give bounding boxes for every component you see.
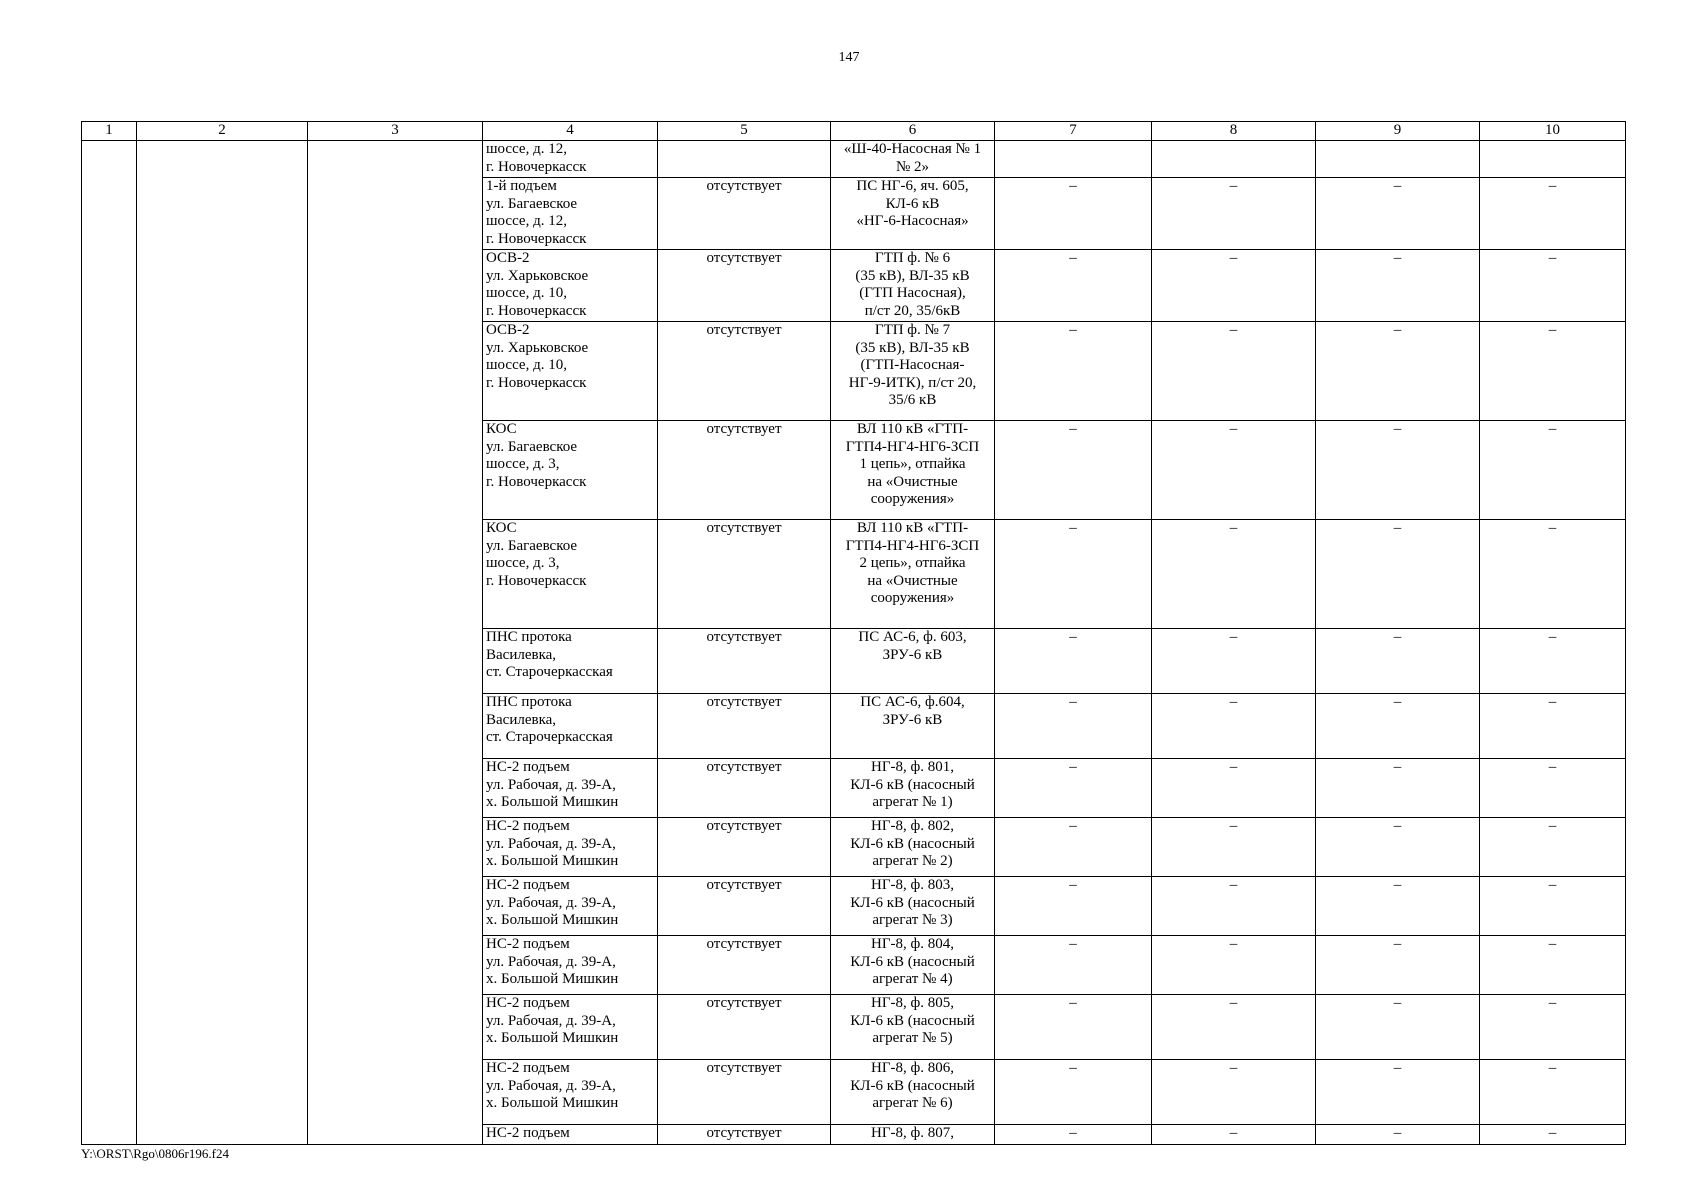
address-line: Василевка, bbox=[486, 646, 557, 663]
cell-c10: – bbox=[1480, 250, 1626, 322]
power-source-line: КЛ-6 кВ (насосный bbox=[850, 1077, 975, 1094]
cell-col-3 bbox=[308, 877, 483, 936]
cell-c9: – bbox=[1316, 818, 1480, 877]
power-source-line: НГ-8, ф. 802, bbox=[871, 818, 954, 834]
power-source-line: КЛ-6 кВ (насосный bbox=[850, 1012, 975, 1029]
power-source-line: ЗРУ-6 кВ bbox=[882, 711, 943, 728]
cell-c10: – bbox=[1480, 1060, 1626, 1125]
cell-power-source bbox=[831, 629, 995, 694]
address-line: ОСВ-2 bbox=[486, 322, 530, 338]
cell-col-3 bbox=[308, 178, 483, 250]
table-row bbox=[82, 421, 1626, 520]
cell-status: отсутствует bbox=[658, 629, 831, 694]
power-source-line: НГ-8, ф. 805, bbox=[871, 995, 954, 1011]
cell-status: отсутствует bbox=[658, 322, 831, 421]
cell-c8: – bbox=[1152, 322, 1316, 421]
power-source-line: КЛ-6 кВ bbox=[885, 195, 940, 212]
cell-c10: – bbox=[1480, 421, 1626, 520]
cell-col-1 bbox=[82, 694, 137, 759]
cell-c8: – bbox=[1152, 250, 1316, 322]
power-source-line: ВЛ 110 кВ «ГТП- bbox=[856, 421, 969, 437]
column-header-1: 1 bbox=[82, 122, 137, 141]
table-row bbox=[82, 1125, 1626, 1145]
cell-object-address bbox=[483, 322, 658, 421]
cell-c9: – bbox=[1316, 759, 1480, 818]
cell-status: отсутствует bbox=[658, 759, 831, 818]
power-source-line: НГ-8, ф. 806, bbox=[871, 1060, 954, 1076]
cell-c7: – bbox=[995, 250, 1152, 322]
cell-c7: – bbox=[995, 1060, 1152, 1125]
address-line: НС-2 подъем bbox=[486, 995, 570, 1011]
power-source-line: агрегат № 4) bbox=[872, 971, 953, 988]
cell-power-source bbox=[831, 141, 995, 178]
cell-col-2 bbox=[137, 1060, 308, 1125]
cell-status: отсутствует bbox=[658, 1125, 831, 1145]
power-source-line: ПС АС-6, ф. 603, bbox=[858, 629, 967, 645]
cell-object-address bbox=[483, 1125, 658, 1145]
table-body bbox=[82, 141, 1626, 1145]
cell-col-1 bbox=[82, 1060, 137, 1125]
power-source-line: НГ-9-ИТК), п/ст 20, bbox=[848, 374, 977, 391]
cell-status: отсутствует bbox=[658, 818, 831, 877]
cell-c9: – bbox=[1316, 694, 1480, 759]
cell-c10: – bbox=[1480, 178, 1626, 250]
address-line: г. Новочеркасск bbox=[486, 158, 587, 175]
power-source-line: п/ст 20, 35/6кВ bbox=[864, 302, 961, 319]
cell-col-2 bbox=[137, 877, 308, 936]
cell-col-3 bbox=[308, 629, 483, 694]
cell-col-1 bbox=[82, 759, 137, 818]
address-line: шоссе, д. 10, bbox=[486, 285, 567, 302]
cell-power-source bbox=[831, 818, 995, 877]
cell-c7: – bbox=[995, 995, 1152, 1060]
power-source-line: КЛ-6 кВ (насосный bbox=[850, 776, 975, 793]
cell-object-address bbox=[483, 694, 658, 759]
power-source-line: ГТП ф. № 7 bbox=[874, 322, 951, 338]
cell-col-2 bbox=[137, 141, 308, 178]
cell-power-source bbox=[831, 520, 995, 629]
cell-c9: – bbox=[1316, 995, 1480, 1060]
address-line: ул. Рабочая, д. 39-А, bbox=[486, 776, 616, 793]
power-source-line: агрегат № 1) bbox=[872, 794, 953, 811]
cell-status: отсутствует bbox=[658, 520, 831, 629]
cell-c8: – bbox=[1152, 1060, 1316, 1125]
cell-object-address bbox=[483, 995, 658, 1060]
cell-status: отсутствует bbox=[658, 178, 831, 250]
cell-c10: – bbox=[1480, 629, 1626, 694]
address-line: ст. Старочеркасская bbox=[486, 729, 613, 746]
cell-col-2 bbox=[137, 178, 308, 250]
column-header-8: 8 bbox=[1152, 122, 1316, 141]
power-source-line: ВЛ 110 кВ «ГТП- bbox=[856, 520, 969, 536]
cell-col-1 bbox=[82, 995, 137, 1060]
cell-c10: – bbox=[1480, 759, 1626, 818]
cell-power-source bbox=[831, 1125, 995, 1145]
table-row bbox=[82, 178, 1626, 250]
cell-power-source bbox=[831, 995, 995, 1060]
cell-col-2 bbox=[137, 759, 308, 818]
cell-col-2 bbox=[137, 250, 308, 322]
address-line: КОС bbox=[486, 520, 517, 536]
cell-col-3 bbox=[308, 818, 483, 877]
footer-file-path: Y:\ORST\Rgo\0806r196.f24 bbox=[81, 1146, 229, 1161]
cell-c8: – bbox=[1152, 694, 1316, 759]
cell-power-source bbox=[831, 936, 995, 995]
cell-c7: – bbox=[995, 520, 1152, 629]
address-line: НС-2 подъем bbox=[486, 818, 570, 834]
power-source-line: (35 кВ), ВЛ-35 кВ bbox=[855, 339, 970, 356]
cell-c8: – bbox=[1152, 759, 1316, 818]
cell-c7: – bbox=[995, 1125, 1152, 1145]
address-line: х. Большой Мишкин bbox=[486, 1095, 619, 1112]
cell-c8: – bbox=[1152, 1125, 1316, 1145]
cell-c8: – bbox=[1152, 629, 1316, 694]
cell-c9: – bbox=[1316, 629, 1480, 694]
address-line: ул. Багаевское bbox=[486, 537, 578, 554]
address-line: ул. Рабочая, д. 39-А, bbox=[486, 953, 616, 970]
cell-col-1 bbox=[82, 322, 137, 421]
cell-power-source bbox=[831, 178, 995, 250]
table-row bbox=[82, 877, 1626, 936]
cell-object-address bbox=[483, 250, 658, 322]
cell-object-address bbox=[483, 1060, 658, 1125]
cell-c7: – bbox=[995, 629, 1152, 694]
cell-object-address bbox=[483, 421, 658, 520]
cell-status: отсутствует bbox=[658, 936, 831, 995]
cell-col-2 bbox=[137, 995, 308, 1060]
address-line: г. Новочеркасск bbox=[486, 302, 587, 319]
column-header-2: 2 bbox=[137, 122, 308, 141]
cell-object-address bbox=[483, 936, 658, 995]
address-line: ОСВ-2 bbox=[486, 250, 530, 266]
table-row bbox=[82, 322, 1626, 421]
cell-power-source bbox=[831, 1060, 995, 1125]
power-source-line: ЗРУ-6 кВ bbox=[882, 646, 943, 663]
cell-col-1 bbox=[82, 141, 137, 178]
cell-status bbox=[658, 141, 831, 178]
cell-col-3 bbox=[308, 250, 483, 322]
cell-c9: – bbox=[1316, 178, 1480, 250]
address-line: ул. Рабочая, д. 39-А, bbox=[486, 1012, 616, 1029]
cell-col-1 bbox=[82, 629, 137, 694]
cell-power-source bbox=[831, 421, 995, 520]
column-header-7: 7 bbox=[995, 122, 1152, 141]
cell-c10: – bbox=[1480, 694, 1626, 759]
cell-c9: – bbox=[1316, 936, 1480, 995]
cell-power-source bbox=[831, 877, 995, 936]
table-row bbox=[82, 141, 1626, 178]
cell-c8: – bbox=[1152, 936, 1316, 995]
power-source-line: 2 цепь», отпайка bbox=[859, 555, 966, 572]
cell-object-address bbox=[483, 877, 658, 936]
table-row bbox=[82, 936, 1626, 995]
power-source-line: агрегат № 3) bbox=[872, 912, 953, 929]
cell-c7: – bbox=[995, 818, 1152, 877]
address-line: шоссе, д. 12, bbox=[486, 213, 567, 230]
table-row bbox=[82, 995, 1626, 1060]
cell-status: отсутствует bbox=[658, 250, 831, 322]
power-source-line: НГ-8, ф. 803, bbox=[871, 877, 954, 893]
cell-c7: – bbox=[995, 322, 1152, 421]
power-source-line: КЛ-6 кВ (насосный bbox=[850, 953, 975, 970]
address-line: х. Большой Мишкин bbox=[486, 853, 619, 870]
address-line: шоссе, д. 12, bbox=[486, 141, 567, 157]
table-row bbox=[82, 818, 1626, 877]
cell-c10: – bbox=[1480, 1125, 1626, 1145]
power-source-line: агрегат № 6) bbox=[872, 1095, 953, 1112]
cell-c7 bbox=[995, 141, 1152, 178]
cell-c10 bbox=[1480, 141, 1626, 178]
cell-col-2 bbox=[137, 694, 308, 759]
address-line: г. Новочеркасск bbox=[486, 374, 587, 391]
power-source-line: на «Очистные bbox=[867, 572, 958, 589]
cell-power-source bbox=[831, 694, 995, 759]
cell-status: отсутствует bbox=[658, 995, 831, 1060]
power-source-line: ГТП ф. № 6 bbox=[874, 250, 951, 266]
address-line: КОС bbox=[486, 421, 517, 437]
cell-c7: – bbox=[995, 178, 1152, 250]
cell-c10: – bbox=[1480, 322, 1626, 421]
cell-c8: – bbox=[1152, 995, 1316, 1060]
cell-col-3 bbox=[308, 1125, 483, 1145]
cell-c8 bbox=[1152, 141, 1316, 178]
cell-c9: – bbox=[1316, 322, 1480, 421]
cell-col-1 bbox=[82, 520, 137, 629]
address-line: НС-2 подъем bbox=[486, 1125, 570, 1141]
cell-col-3 bbox=[308, 421, 483, 520]
power-source-line: (35 кВ), ВЛ-35 кВ bbox=[855, 267, 970, 284]
cell-power-source bbox=[831, 322, 995, 421]
table-row bbox=[82, 694, 1626, 759]
cell-c10: – bbox=[1480, 936, 1626, 995]
address-line: шоссе, д. 3, bbox=[486, 555, 560, 572]
cell-object-address bbox=[483, 818, 658, 877]
power-source-line: НГ-8, ф. 807, bbox=[871, 1125, 954, 1141]
address-line: Василевка, bbox=[486, 711, 557, 728]
header-row bbox=[82, 122, 1626, 141]
cell-col-1 bbox=[82, 250, 137, 322]
power-source-line: КЛ-6 кВ (насосный bbox=[850, 835, 975, 852]
address-line: НС-2 подъем bbox=[486, 936, 570, 952]
cell-c8: – bbox=[1152, 178, 1316, 250]
address-line: ПНС протока bbox=[486, 629, 572, 645]
address-line: х. Большой Мишкин bbox=[486, 912, 619, 929]
cell-status: отсутствует bbox=[658, 1060, 831, 1125]
power-source-line: сооружения» bbox=[870, 590, 955, 607]
address-line: ул. Багаевское bbox=[486, 195, 578, 212]
cell-c9: – bbox=[1316, 520, 1480, 629]
address-line: х. Большой Мишкин bbox=[486, 794, 619, 811]
cell-col-2 bbox=[137, 1125, 308, 1145]
cell-c9: – bbox=[1316, 1060, 1480, 1125]
table-row bbox=[82, 520, 1626, 629]
column-header-10: 10 bbox=[1480, 122, 1626, 141]
column-header-4: 4 bbox=[483, 122, 658, 141]
column-header-9: 9 bbox=[1316, 122, 1480, 141]
power-source-line: ПС АС-6, ф.604, bbox=[860, 694, 965, 710]
table-row bbox=[82, 250, 1626, 322]
cell-col-3 bbox=[308, 936, 483, 995]
table-row bbox=[82, 1060, 1626, 1125]
cell-c10: – bbox=[1480, 520, 1626, 629]
cell-col-3 bbox=[308, 520, 483, 629]
cell-col-2 bbox=[137, 936, 308, 995]
cell-c9: – bbox=[1316, 421, 1480, 520]
power-source-line: НГ-8, ф. 804, bbox=[871, 936, 954, 952]
cell-c7: – bbox=[995, 421, 1152, 520]
cell-c7: – bbox=[995, 936, 1152, 995]
power-source-line: КЛ-6 кВ (насосный bbox=[850, 894, 975, 911]
address-line: ул. Рабочая, д. 39-А, bbox=[486, 1077, 616, 1094]
power-source-line: (ГТП-Насосная- bbox=[860, 357, 965, 374]
address-line: ул. Рабочая, д. 39-А, bbox=[486, 894, 616, 911]
cell-status: отсутствует bbox=[658, 421, 831, 520]
address-line: г. Новочеркасск bbox=[486, 572, 587, 589]
cell-col-3 bbox=[308, 1060, 483, 1125]
cell-col-1 bbox=[82, 178, 137, 250]
cell-power-source bbox=[831, 759, 995, 818]
cell-power-source bbox=[831, 250, 995, 322]
cell-c7: – bbox=[995, 877, 1152, 936]
cell-c7: – bbox=[995, 694, 1152, 759]
address-line: х. Большой Мишкин bbox=[486, 971, 619, 988]
address-line: 1-й подъем bbox=[486, 178, 557, 194]
address-line: х. Большой Мишкин bbox=[486, 1030, 619, 1047]
cell-col-2 bbox=[137, 421, 308, 520]
power-source-line: 35/6 кВ bbox=[888, 392, 937, 409]
cell-object-address bbox=[483, 141, 658, 178]
cell-col-2 bbox=[137, 629, 308, 694]
cell-status: отсутствует bbox=[658, 877, 831, 936]
cell-status: отсутствует bbox=[658, 694, 831, 759]
cell-c9: – bbox=[1316, 877, 1480, 936]
power-source-line: на «Очистные bbox=[867, 473, 958, 490]
column-header-6: 6 bbox=[831, 122, 995, 141]
power-source-line: агрегат № 5) bbox=[872, 1030, 953, 1047]
power-source-line: агрегат № 2) bbox=[872, 853, 953, 870]
table-row bbox=[82, 759, 1626, 818]
cell-col-2 bbox=[137, 520, 308, 629]
power-source-line: НГ-8, ф. 801, bbox=[871, 759, 954, 775]
power-source-line: «НГ-6-Насосная» bbox=[856, 213, 969, 230]
power-source-line: сооружения» bbox=[870, 491, 955, 508]
address-line: ул. Харьковское bbox=[486, 339, 589, 356]
cell-c8: – bbox=[1152, 818, 1316, 877]
cell-col-2 bbox=[137, 322, 308, 421]
cell-c10: – bbox=[1480, 995, 1626, 1060]
cell-c9 bbox=[1316, 141, 1480, 178]
address-line: НС-2 подъем bbox=[486, 877, 570, 893]
address-line: ул. Рабочая, д. 39-А, bbox=[486, 835, 616, 852]
cell-col-3 bbox=[308, 322, 483, 421]
address-line: НС-2 подъем bbox=[486, 759, 570, 775]
power-source-line: ПС НГ-6, яч. 605, bbox=[856, 178, 969, 194]
cell-col-3 bbox=[308, 694, 483, 759]
cell-col-3 bbox=[308, 759, 483, 818]
address-line: шоссе, д. 10, bbox=[486, 357, 567, 374]
table-row bbox=[82, 629, 1626, 694]
address-line: ПНС протока bbox=[486, 694, 572, 710]
address-line: ул. Багаевское bbox=[486, 438, 578, 455]
cell-c7: – bbox=[995, 759, 1152, 818]
cell-c8: – bbox=[1152, 877, 1316, 936]
power-source-line: ГТП4-НГ4-НГ6-ЗСП bbox=[845, 537, 980, 554]
cell-c8: – bbox=[1152, 421, 1316, 520]
address-line: г. Новочеркасск bbox=[486, 230, 587, 247]
page-number: 147 bbox=[838, 50, 860, 65]
cell-col-3 bbox=[308, 141, 483, 178]
address-line: ул. Харьковское bbox=[486, 267, 589, 284]
cell-c9: – bbox=[1316, 1125, 1480, 1145]
power-source-line: № 2» bbox=[895, 158, 930, 175]
address-line: ст. Старочеркасская bbox=[486, 664, 613, 681]
cell-col-1 bbox=[82, 1125, 137, 1145]
address-line: шоссе, д. 3, bbox=[486, 456, 560, 473]
column-header-3: 3 bbox=[308, 122, 483, 141]
cell-c10: – bbox=[1480, 818, 1626, 877]
cell-object-address bbox=[483, 629, 658, 694]
cell-col-1 bbox=[82, 421, 137, 520]
power-source-line: 1 цепь», отпайка bbox=[859, 456, 966, 473]
power-source-line: «Ш-40-Насосная № 1 bbox=[843, 141, 982, 157]
cell-object-address bbox=[483, 178, 658, 250]
cell-col-1 bbox=[82, 877, 137, 936]
address-line: г. Новочеркасск bbox=[486, 473, 587, 490]
cell-col-1 bbox=[82, 936, 137, 995]
address-line: НС-2 подъем bbox=[486, 1060, 570, 1076]
power-source-line: ГТП4-НГ4-НГ6-ЗСП bbox=[845, 438, 980, 455]
cell-col-2 bbox=[137, 818, 308, 877]
cell-object-address bbox=[483, 759, 658, 818]
cell-c9: – bbox=[1316, 250, 1480, 322]
data-table bbox=[81, 121, 1626, 1145]
cell-col-1 bbox=[82, 818, 137, 877]
cell-c10: – bbox=[1480, 877, 1626, 936]
power-source-line: (ГТП Насосная), bbox=[859, 285, 966, 302]
cell-c8: – bbox=[1152, 520, 1316, 629]
cell-col-3 bbox=[308, 995, 483, 1060]
column-header-5: 5 bbox=[658, 122, 831, 141]
cell-object-address bbox=[483, 520, 658, 629]
